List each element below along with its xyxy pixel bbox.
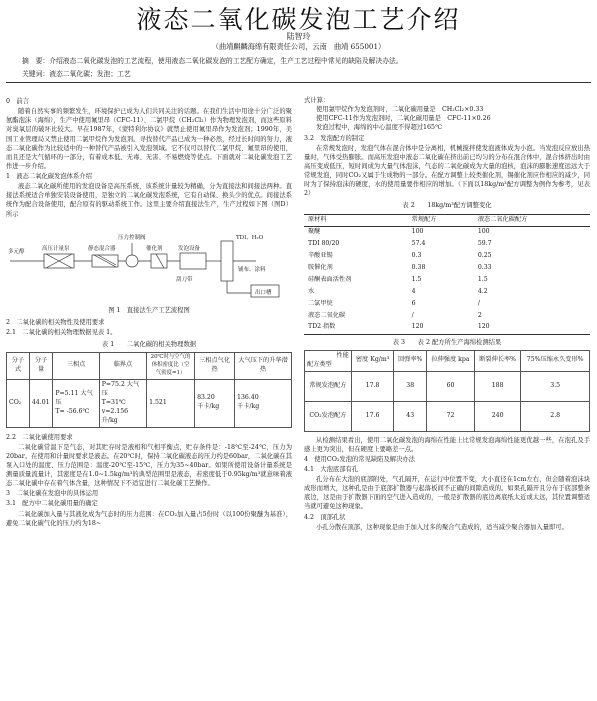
table-header-cell: 分子量 (29, 353, 52, 379)
section-4-2-heading: 4.2 顶部孔状 (304, 513, 346, 521)
table-cell: 188 (474, 371, 520, 401)
abstract-text: 介绍液态二氧化碳发泡的工艺流程，使用液态二氧化碳发泡的工艺配方确定，生产工艺过程中常见的缺陷及解决办法。 (49, 57, 403, 65)
table-cell: CO₂发泡配方 (305, 401, 352, 431)
formula-1: 使用氯甲烷作为发泡剂时，二氧化碳用量是 CH₂Cl₂×0.33 (316, 106, 484, 114)
table-cell: 100 (477, 227, 490, 235)
table-header-cell: 密度 Kg/m³ (351, 350, 394, 371)
table-row (7, 379, 292, 427)
author: 陆智玲 (286, 32, 311, 41)
section-4-heading: 4 使用CO₂发泡的常见缺陷及解决办法 (304, 455, 415, 463)
table-cell: TDI 80/20 (308, 239, 340, 247)
section-4-2-paragraph: 小孔分散在顶部，这种现象是由于加入过多的聚合气造成的，适当减少聚合器加入量即可。 (316, 523, 568, 531)
table-cell: / (477, 299, 480, 307)
table-cell: 43 (394, 401, 427, 431)
table-row (304, 298, 590, 310)
keywords-label: 关键词： (22, 70, 50, 78)
table-row (304, 238, 590, 250)
table-cell: 3.5 (521, 371, 590, 401)
table-cell: 17.8 (351, 371, 394, 401)
table-cell (99, 379, 146, 427)
table-cell: TD2 指数 (304, 322, 408, 334)
table-cell: 6 (411, 299, 416, 307)
left-column (6, 96, 292, 701)
table-cell (53, 379, 99, 427)
table-header-cell: 分子式 (7, 353, 30, 379)
vaporization-heat: 83.20 (197, 394, 215, 402)
table-row (304, 250, 590, 262)
keywords (22, 70, 579, 80)
table-row (304, 322, 590, 334)
table-row (304, 286, 590, 298)
section-2-heading: 2 二氧化碳的相关物性及使用要求 (6, 318, 105, 326)
table-header-cell: 拉伸强度 kpa (427, 350, 475, 371)
table-1-caption: 表 1 二氧化碳的相关物理数据 (101, 341, 197, 348)
table-2 (304, 214, 590, 335)
table-row (304, 310, 590, 322)
table-cell: 4.2 (477, 287, 488, 295)
section-4-1-paragraph: 孔分布在大泡的底部附处，气孔隔开，在运行中位置不变，大小直径在1cm左右，但会随着泡沫块成形而增大，这种孔是由于底部扩散器与起落板间不正确的间隙造成的。如果孔隔开且分布于底部整条底边，这是由于扩散器下面的空气进入造成的，一般是扩散器的底边离底纸太近或太远，其位置调整适当就可避免这种现象。 (304, 476, 590, 511)
corner-top: 性能 (336, 351, 349, 359)
unit: 千卡/kg (237, 403, 260, 411)
table-cell: 44.01 (29, 379, 52, 427)
table-cell: 液态二氧化碳 (308, 311, 346, 319)
table-2-header (304, 214, 590, 226)
table-cell: 57.4 (411, 239, 426, 247)
table-cell: 0.38 (411, 263, 426, 271)
table-header-cell (305, 350, 352, 371)
label-belt: 刮刀带 (176, 276, 193, 283)
table-cell: 1.521 (147, 379, 195, 427)
table-cell: 辛酸亚锡 (308, 251, 333, 259)
table-header-cell: 75%压缩永久变形% (521, 350, 590, 371)
keywords-text: 液态二氧化碳；发泡；工艺 (49, 70, 131, 78)
table-cell: 120 (408, 322, 474, 334)
table-cell: 常规发泡配方 (305, 371, 352, 401)
table-cell (235, 379, 292, 427)
figure-1-caption: 图 1 直接法生产工艺流程图 (108, 306, 190, 314)
table-cell: 二氯甲烷 (308, 299, 333, 307)
label-pump: 高压计量泵 (42, 245, 70, 252)
table-cell: 2.8 (521, 401, 590, 431)
table-cell (195, 379, 235, 427)
section-4-1-heading: 4.1 大泡底部有孔 (304, 465, 359, 473)
table-cell: 59.7 (477, 239, 492, 247)
label-exit: 出口槽 (255, 289, 272, 296)
table-3 (304, 350, 590, 432)
process-flow-figure (6, 221, 292, 303)
table-cell: 4 (411, 287, 416, 295)
section-2-2-paragraph: 二氧化碳常温下是气态，对其贮存时是液相和气相平衡点，贮存条件是：-18℃至-24℃，压力为20bar。在使用和计量时要求是液态。在20℃时，保持二氧化碳液态的压力约是60bar，二氧化碳在其泵入口处的温度、压力范围是：温度-20℃至-15℃，压力为35~40bar。如果所使用设备计量系统是测量质量流量计，其密度是在1.0~1.5kg/m³的典型范围里是液态，若密度低于0.95kg/m³就意味着液态二氧化碳中存在着气体含量，这种情况下不适宜进行二氧化碳工艺操作。 (6, 443, 292, 488)
table-header-cell: 原材料 (304, 214, 408, 226)
table-cell: 2 (477, 311, 482, 319)
section-3-heading: 3 二氧化碳在发泡中的具体运用 (6, 490, 99, 498)
table-cell: 38 (394, 371, 427, 401)
formula-2: 使用CFC-11作为发泡剂时，二氧化碳用量是 CFC-11×0.26 (316, 115, 491, 123)
section-2-1-heading: 2.1 二氧化碳的相关物理数据见表 1。 (6, 328, 117, 336)
table-cell: 水 (308, 287, 315, 295)
table-cell: 100 (411, 227, 424, 235)
section-1-heading: 1 液态二氧化碳发泡体系介绍 (6, 173, 92, 180)
table-cell: 120 (474, 322, 590, 334)
sublimation-heat: 136.40 (237, 394, 259, 402)
section-0-paragraph: 随着自然实事的频繁发生，环境保护已成为人们共同关注的话题。在我们生活中用途十分广泛的聚氨酯泡沫（海绵），生产中使用氟里昂（CFC-11）、二氯甲烷（CH₂Cl₂）作为物理发泡剂，而这些原料对臭氧层的破坏比较大。早在1987年，《蒙特利尔协议》就禁止使用氟里昂作为发泡剂；1990年，美国工业管理局又禁止使用二氯甲烷作为发泡剂。寻找替代产品已成为一种必然，经过长时间的努力，液态二氧化碳作为比较适中的一种替代产品被引入发泡领域。它不仅可以替代二氯甲烷、氟里昂的使用，而且还是大气循环的一部分，有着成本低、无毒、无害、不易燃烧等优点。下面就对二氧化碳发泡工艺作进一步介绍。 (6, 108, 292, 170)
section-2-2-heading: 2.2 二氧化碳使用要求 (6, 433, 73, 441)
table-header-cell: 断裂伸长率% (474, 350, 520, 371)
table-1 (6, 352, 292, 427)
triple-point-pressure: P=5.11 大气压 (55, 389, 93, 406)
table-header-cell: 三相点 (53, 353, 99, 379)
critical-pressure: P=75.2 大气压 (101, 380, 140, 397)
table-cell: 17.6 (351, 401, 394, 431)
table-header-cell: 回弹率% (394, 350, 427, 371)
table-1-header (7, 353, 292, 379)
continued-text: 式计算： (304, 97, 330, 104)
right-column (304, 96, 590, 701)
results-paragraph: 从检测结果看出，使用二氧化碳发泡的海绵在性能上比常规发泡海绵性能更优越一些，在泡孔及手感上更为突出，但在硬度上要略差一点。 (304, 436, 590, 453)
table-row (305, 401, 590, 431)
table-2-caption: 表 2 18kg/m³配方调整变化 (402, 202, 492, 210)
section-1-paragraph: 液态二氧化碳所使用的发泡设备是高压系统，该系统计量较为精确，分为直接法和间接法两种。直接法系统适合单独安装设备使用，是独立的二氧化碳发泡系统，它有自动保、换头少的优点。间接法系统作为配合设备使用，配合原有的驱动系统工作。这里主要介绍直接法生产，生产过程如下图（图D）所示 (6, 183, 292, 218)
critical-volume: v=2.156 升/kg (101, 407, 129, 424)
table-cell: 60 (427, 371, 475, 401)
label-tdi-water: TDI、H₂O (236, 234, 264, 241)
table-cell: 72 (427, 401, 475, 431)
table-cell: 0.25 (477, 251, 492, 259)
label-laying: 铺布、涂料 (238, 266, 266, 273)
table-cell: CO₂ (7, 379, 30, 427)
header-divider (6, 82, 591, 83)
table-header-cell: 液态二氧化碳配方 (474, 214, 590, 226)
table-cell: 1.5 (411, 275, 422, 283)
label-mixer: 静态混合器 (88, 245, 116, 252)
affiliation: （曲靖麒麟海绵有限责任公司，云南 曲靖 655001） (211, 42, 386, 51)
table-row (304, 226, 590, 238)
section-0-heading: 0 前言 (6, 98, 29, 105)
table-header-cell: 临界点 (99, 353, 146, 379)
table-header-cell: 20℃时与空气的体积密度比（空气密度=1） (147, 353, 195, 379)
table-row (305, 371, 590, 401)
table-row (304, 274, 590, 286)
table-cell: / (411, 311, 414, 319)
table-3-header (305, 350, 590, 371)
table-header-cell: 三相点气化热 (195, 353, 235, 379)
table-cell: 0.3 (411, 251, 422, 259)
table-header-cell: 常规配方 (408, 214, 474, 226)
paper-title: 液态二氧化碳发泡工艺介绍 (136, 5, 461, 34)
label-catalyst: 催化剂 (146, 245, 163, 252)
label-foam-device: 发泡设备 (178, 245, 201, 252)
triple-point-temp: T= -56.6℃ (55, 407, 90, 415)
table-header-cell: 大气压下的升华潜热 (235, 353, 292, 379)
label-valve: 压力控制阀 (118, 234, 146, 241)
unit: 千卡/kg (197, 403, 220, 411)
table-cell: 240 (474, 401, 520, 431)
section-3-2-heading: 3.2 发泡配方的制定 (304, 134, 365, 142)
table-cell: 胺催化剂 (308, 263, 333, 271)
corner-bottom: 配方类型 (307, 360, 332, 368)
section-3-2-paragraph: 在常规发泡时，发泡气体在混合体中是分离相，机械搅拌使发泡液体成为小泡。当发泡反应放出热量时，气体受热膨胀。而高压发泡中液态二氧化碳在挤出前已均匀的分布在混合体中，混合体挤出时由高压变成低压，短时间成为大量气体泡沫，气态的二氧化碳成为大量的泡核，泡沫的膨胀速度远远大于常规发泡，同时CO₂又属于生成物的一部分。在配方调整上较类催化剂，锡催化剂应作相应的减少，同时为了保持泡沫的硬度，水的使用量要作相应的增加。（下面以18kg/m³配方调整为例作为参考，见表2） (304, 144, 590, 198)
table-cell: 硅酮表面活性剂 (308, 275, 352, 283)
table-cell: 聚醚 (308, 227, 321, 235)
abstract (22, 57, 579, 67)
abstract-label: 摘 要： (22, 57, 50, 65)
table-row (304, 262, 590, 274)
label-polyol: 多元醇 (8, 248, 25, 255)
table-cell: 1.5 (477, 275, 488, 283)
formula-3: 发泡过程中，海绵的中心温度不得超过165℃ (316, 124, 443, 132)
section-3-1-heading: 3.1 配方中二氧化碳用量的确定 (6, 500, 98, 508)
process-flow-diagram (6, 221, 292, 303)
table-3-caption: 表 3 表 2 配方所生产海绵检测结果 (392, 338, 502, 346)
table-cell: 0.33 (477, 263, 492, 271)
section-3-1-paragraph: 二氧化碳加入量与其液化成为气态时的压力范围：在CO₂加入量占5份时（以100份聚醚为基准），避免二氧化碳气化的压力约为18~ (6, 510, 292, 527)
critical-temp: T=31℃ (101, 398, 126, 406)
